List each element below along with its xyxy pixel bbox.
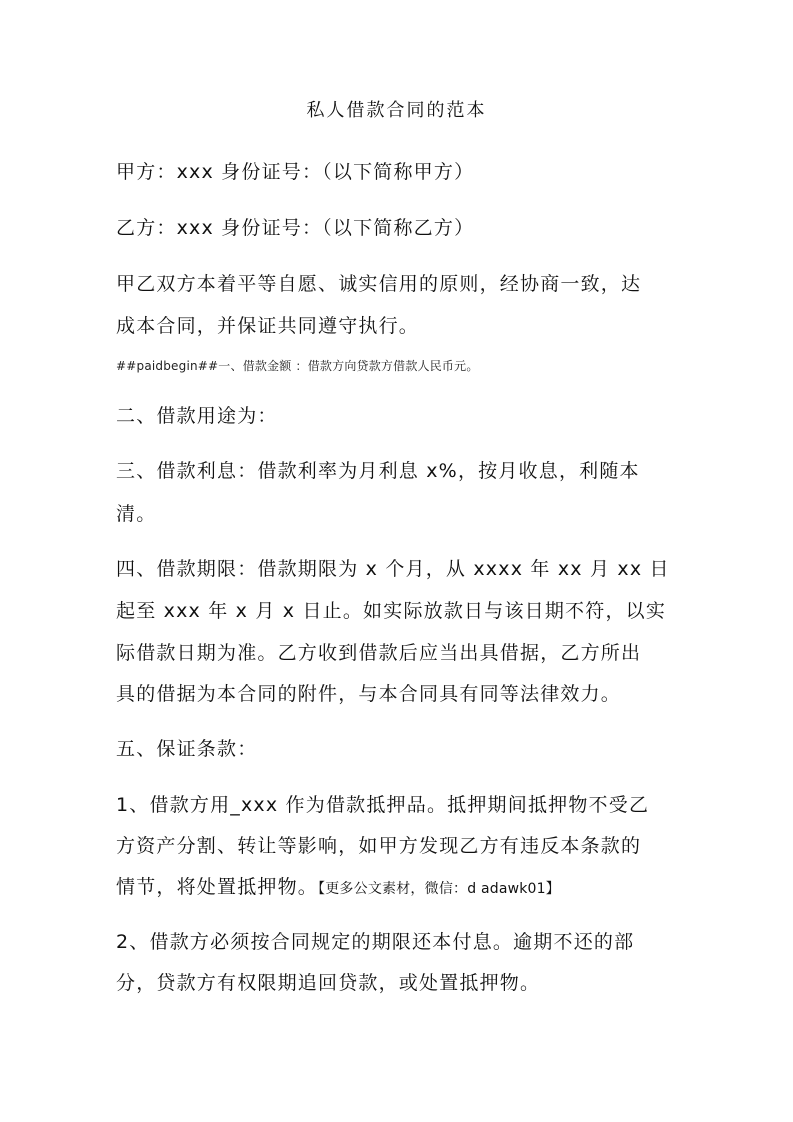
guarantee-2-line-2: 分，贷款方有权限期追回贷款，或处置抵押物。 [116, 972, 541, 994]
intro-line-2: 成本合同，并保证共同遵守执行。 [116, 315, 420, 337]
clause-5-guarantee: 五、保证条款： [116, 738, 258, 760]
party-a-line: 甲方：xxx 身份证号：（以下简称甲方） [116, 161, 475, 183]
clause-4-line-1: 四、借款期限：借款期限为 x 个月，从 xxxx 年 xx 月 xx 日 [116, 558, 670, 580]
guarantee-1-line-3 [116, 867, 676, 909]
guarantee-1-line-2: 方资产分割、转让等影响，如甲方发现乙方有违反本条款的 [116, 835, 642, 857]
clause-3-line-2: 清。 [116, 503, 157, 525]
clause-4-line-2: 起至 xxx 年 x 月 x 日止。如实际放款日与该日期不符，以实 [116, 600, 667, 622]
guarantee-2-line-1: 2、借款方必须按合同规定的期限还本付息。逾期不还的部 [116, 931, 635, 953]
clause-1-loan-amount: ##paidbegin##一、借款金额 ：借款方向贷款方借款人民币元。 [116, 359, 479, 373]
party-b-line: 乙方：xxx 身份证号：（以下简称乙方） [116, 217, 475, 239]
clause-4-line-4: 具的借据为本合同的附件，与本合同具有同等法律效力。 [116, 683, 622, 705]
guarantee-1-line-1: 1、借款方用_xxx 作为借款抵押品。抵押期间抵押物不受乙 [116, 794, 650, 816]
guarantee-1-line-3-text: 情节，将处置抵押物。 [116, 876, 319, 898]
intro-line-1: 甲乙双方本着平等自愿、诚实信用的原则，经协商一致，达 [116, 273, 642, 295]
clause-2-purpose: 二、借款用途为： [116, 405, 278, 427]
document-title: 私人借款合同的范本 [306, 100, 487, 121]
clause-3-line-1: 三、借款利息：借款利率为月利息 x%，按月收息，利随本 [116, 460, 640, 482]
promo-note: 【更多公文素材，微信：d adawk01】 [318, 881, 560, 897]
clause-4-line-3: 际借款日期为准。乙方收到借款后应当出具借据，乙方所出 [116, 642, 642, 664]
